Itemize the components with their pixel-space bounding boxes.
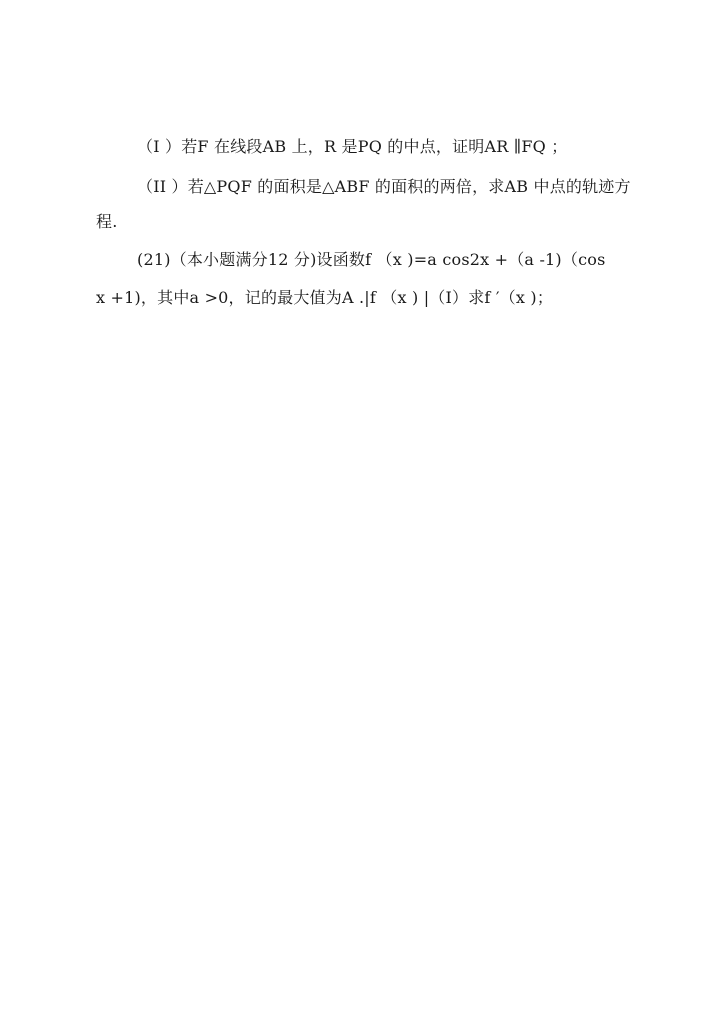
text-line-part-ii: （II ）若△PQF 的面积是△ABF 的面积的两倍，求AB 中点的轨迹方 bbox=[137, 177, 631, 196]
text-line-problem-21-continued: x +1)，其中a >0，记的最大值为A .|f （x ) |（Ⅰ）求f ′（x )； bbox=[96, 288, 554, 307]
text-line-part-ii-continued: 程. bbox=[96, 212, 118, 231]
text-line-problem-21: (21)（本小题满分12 分)设函数f （x )=a cos2x +（a -1)（cos bbox=[137, 250, 606, 269]
text-line-part-i: （I ）若F 在线段AB 上，R 是PQ 的中点，证明AR ∥FQ ； bbox=[137, 137, 568, 156]
